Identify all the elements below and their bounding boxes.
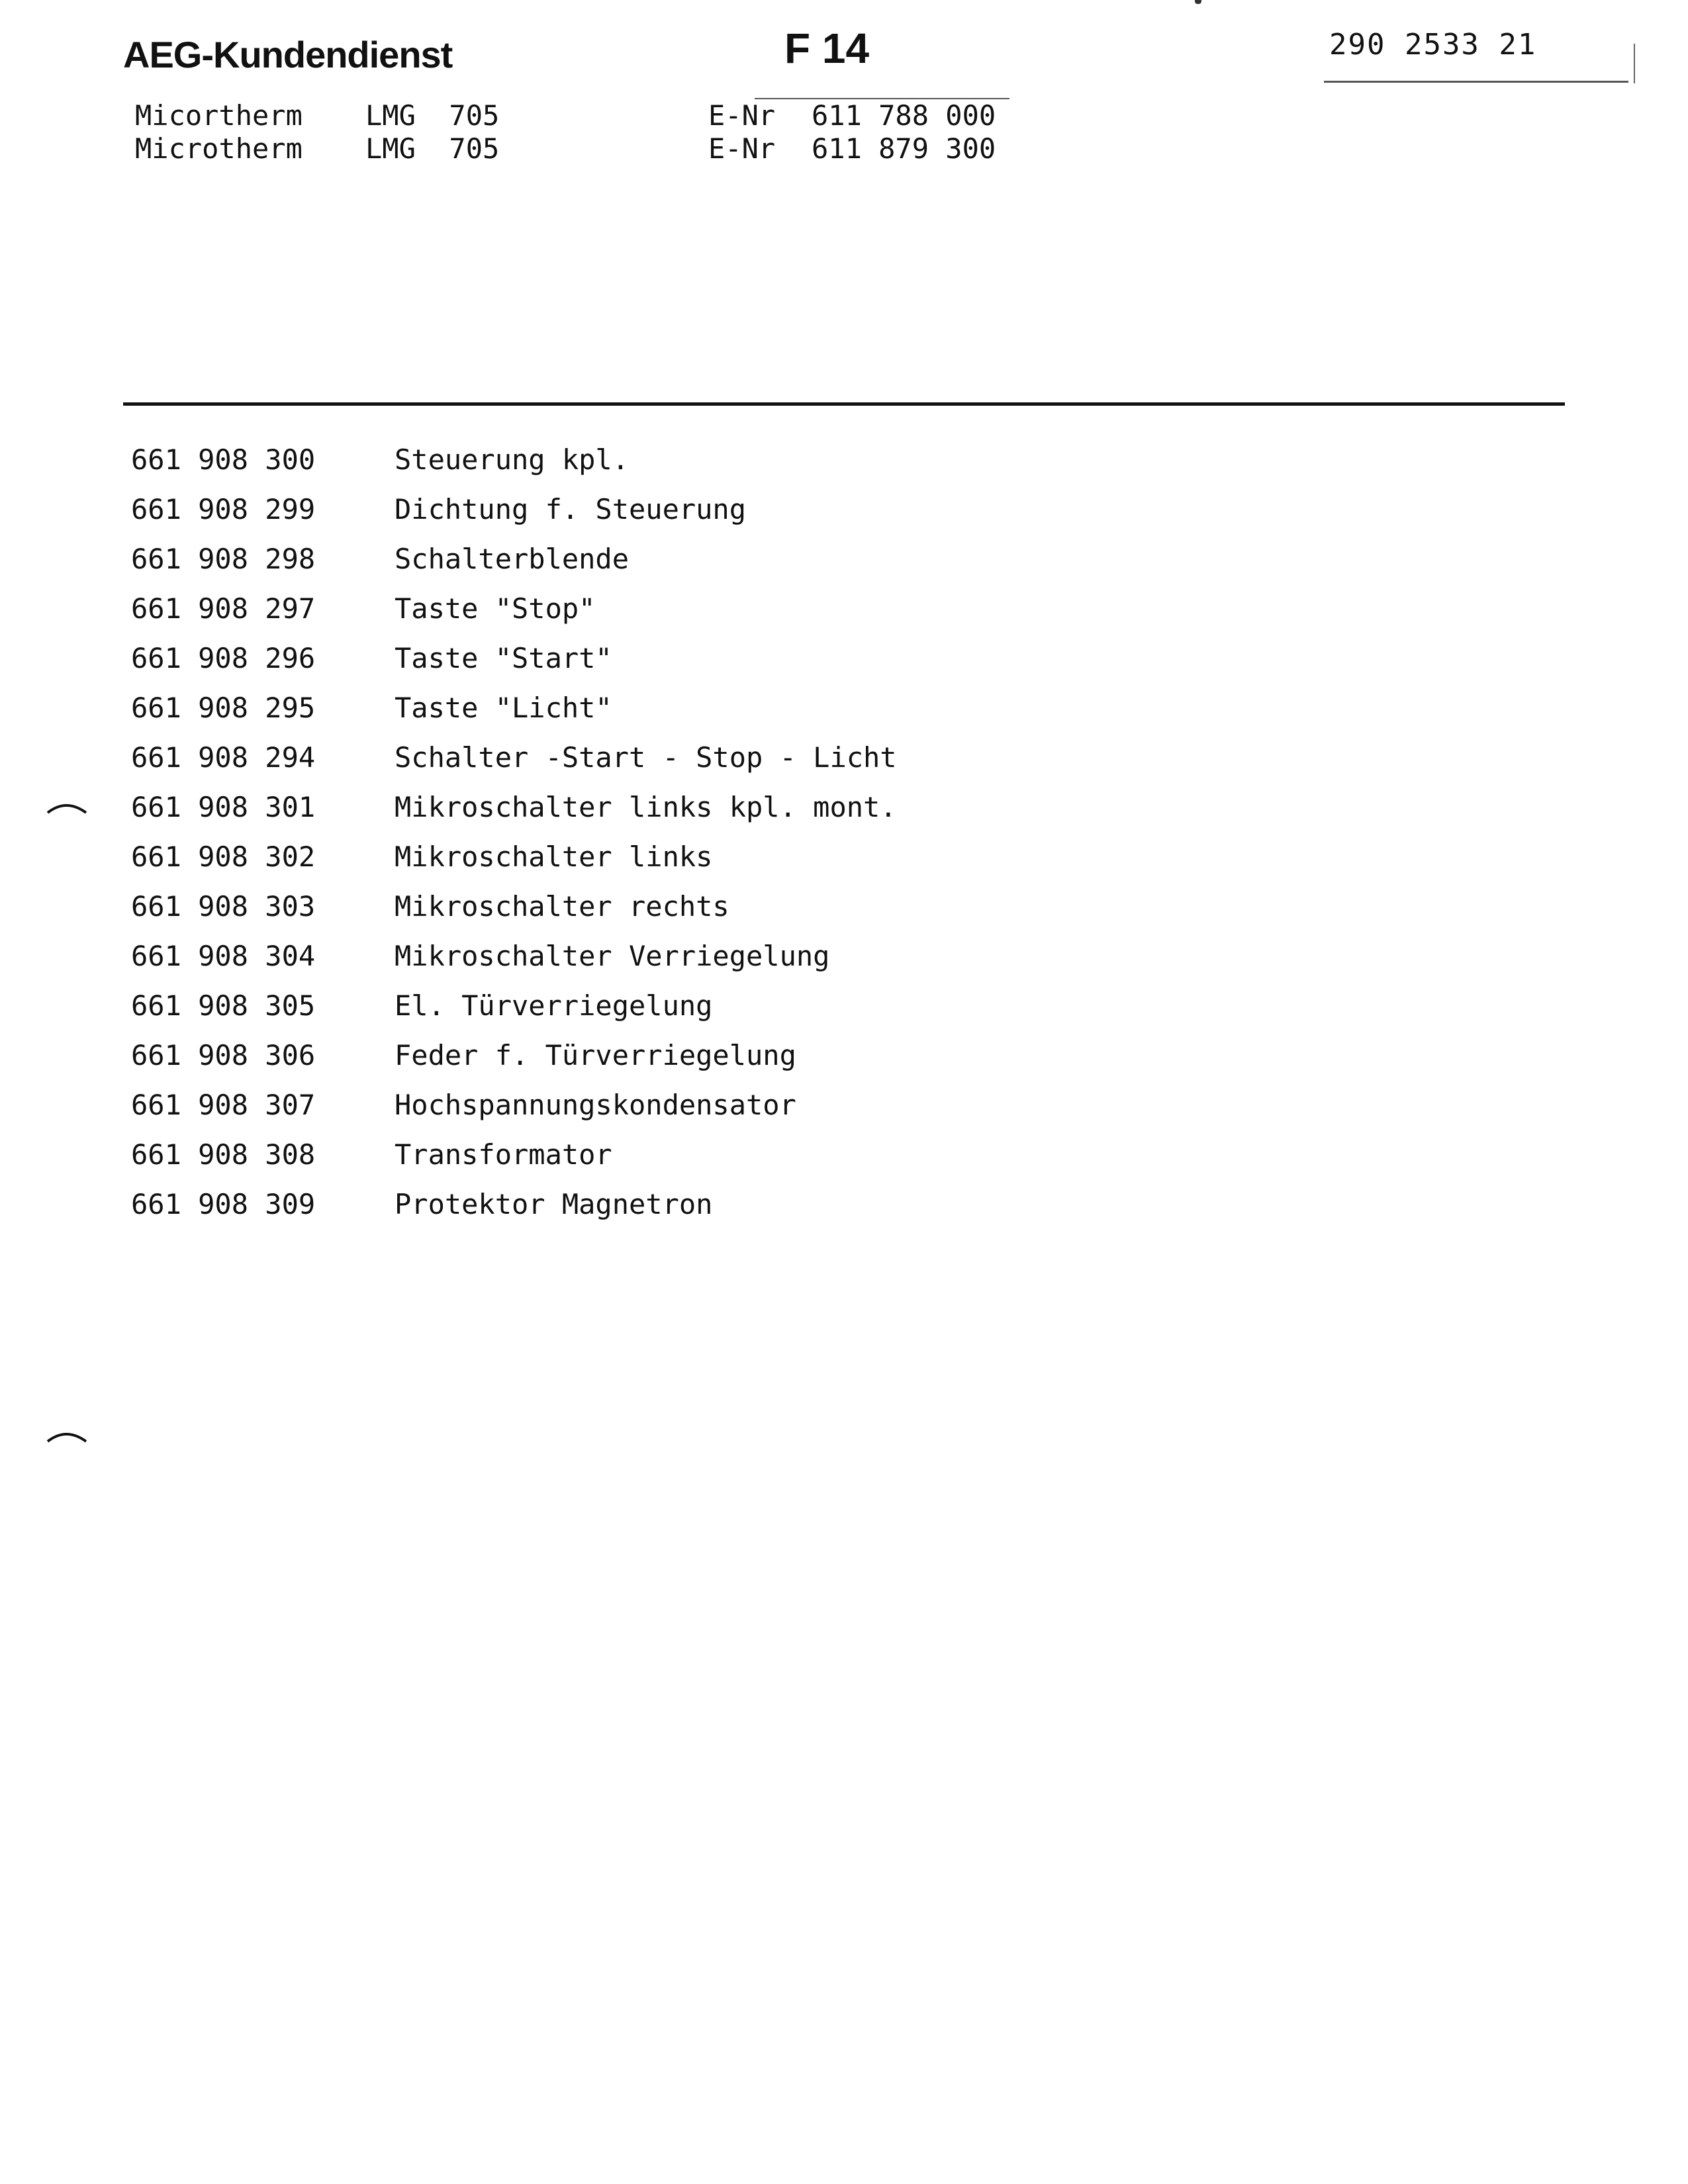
part-number: 661 908 305 — [131, 989, 316, 1022]
part-description: Mikroschalter links — [395, 841, 713, 873]
part-description: El. Türverriegelung — [395, 989, 713, 1022]
part-row — [131, 890, 729, 930]
part-number: 661 908 297 — [131, 592, 316, 625]
part-number: 661 908 306 — [131, 1039, 316, 1071]
part-row — [131, 692, 612, 731]
part-description: Dichtung f. Steuerung — [395, 493, 747, 525]
part-row — [131, 592, 596, 632]
enr-value: 611 788 000 — [812, 99, 996, 132]
document-number-underline — [1324, 81, 1628, 83]
part-number: 661 908 308 — [131, 1138, 316, 1171]
enr-value: 611 879 300 — [812, 132, 996, 165]
part-number: 661 908 295 — [131, 692, 316, 724]
part-row — [131, 741, 897, 781]
part-number: 661 908 294 — [131, 741, 316, 774]
part-row — [131, 443, 630, 483]
part-number: 661 908 299 — [131, 493, 316, 525]
part-description: Mikroschalter rechts — [395, 890, 729, 923]
part-description: Schalter -Start - Stop - Licht — [395, 741, 897, 774]
part-number: 661 908 303 — [131, 890, 316, 923]
scan-mark — [1195, 0, 1201, 4]
model-row — [135, 132, 996, 165]
part-number: 661 908 301 — [131, 791, 316, 823]
part-row — [131, 841, 713, 880]
part-number: 661 908 304 — [131, 940, 316, 972]
brand-title: AEG-Kundendienst — [123, 34, 453, 75]
enr-label: E-Nr — [708, 99, 776, 132]
part-description: Protektor Magnetron — [395, 1188, 713, 1220]
margin-tick — [1634, 44, 1635, 83]
part-row — [131, 989, 713, 1029]
section-divider — [123, 402, 1565, 406]
model-name: Microtherm — [135, 132, 303, 165]
part-description: Taste "Stop" — [395, 592, 596, 625]
part-number: 661 908 300 — [131, 443, 316, 476]
part-description: Hochspannungskondensator — [395, 1089, 796, 1121]
model-code: LMG 705 — [365, 132, 500, 165]
part-number: 661 908 298 — [131, 543, 316, 575]
part-description: Transformator — [395, 1138, 612, 1171]
part-row — [131, 1089, 796, 1128]
part-number: 661 908 307 — [131, 1089, 316, 1121]
part-row — [131, 642, 612, 682]
part-description: Feder f. Türverriegelung — [395, 1039, 796, 1071]
part-row — [131, 1039, 796, 1079]
enr-overline — [755, 98, 1009, 99]
part-number: 661 908 302 — [131, 841, 316, 873]
part-row — [131, 791, 897, 831]
model-code: LMG 705 — [365, 99, 500, 132]
part-description: Steuerung kpl. — [395, 443, 630, 476]
model-name: Micortherm — [135, 99, 303, 132]
part-row — [131, 940, 830, 979]
parts-list — [131, 443, 897, 1220]
part-number: 661 908 296 — [131, 642, 316, 674]
part-row — [131, 493, 747, 533]
part-row — [131, 543, 630, 582]
part-description: Taste "Start" — [395, 642, 612, 674]
part-number: 661 908 309 — [131, 1188, 316, 1220]
enr-label: E-Nr — [708, 132, 776, 165]
part-description: Mikroschalter links kpl. mont. — [395, 791, 897, 823]
sheet-label: F 14 — [784, 24, 870, 72]
part-row — [131, 1188, 713, 1228]
model-row — [135, 99, 996, 132]
part-description: Mikroschalter Verriegelung — [395, 940, 830, 972]
document-number: 290 2533 21 — [1329, 28, 1537, 62]
part-description: Schalterblende — [395, 543, 630, 575]
binder-mark — [46, 1430, 87, 1444]
binder-mark — [46, 801, 87, 815]
part-description: Taste "Licht" — [395, 692, 612, 724]
part-row — [131, 1138, 612, 1178]
